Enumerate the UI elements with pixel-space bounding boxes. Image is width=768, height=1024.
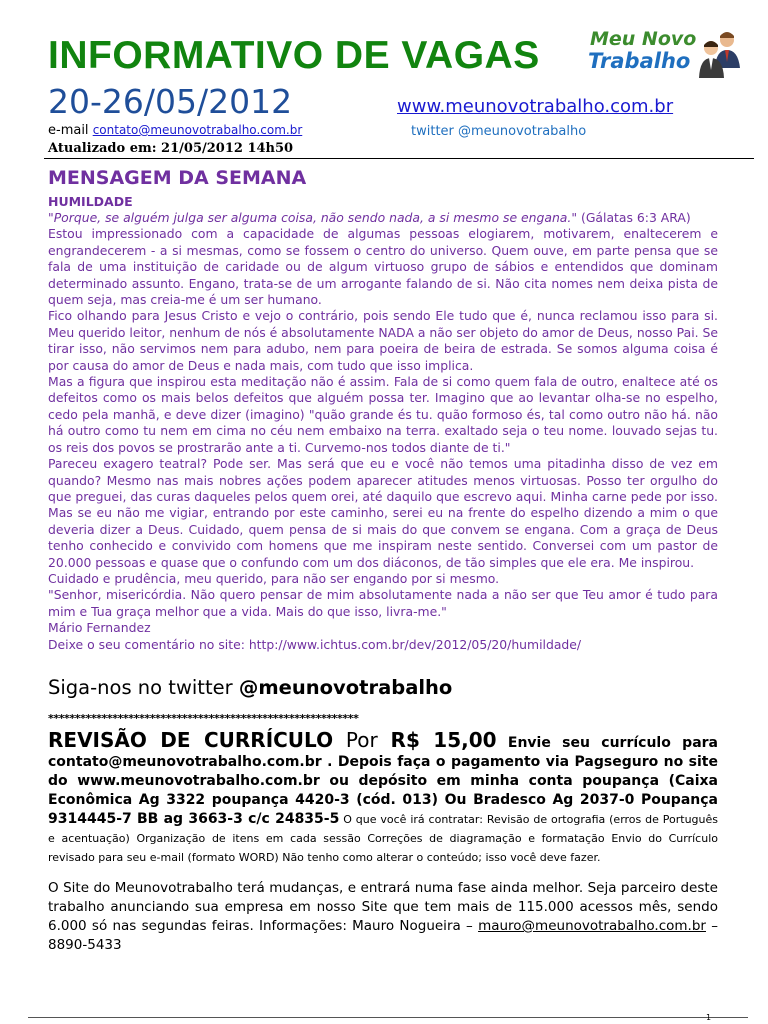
offer-por: Por — [333, 728, 391, 752]
website-link[interactable]: www.meunovotrabalho.com.br — [397, 96, 674, 117]
message-paragraph: "Senhor, misericórdia. Não quero pensar de mim absolutamente nada a não ser que Teu amor é tudo para mim e Tua graça melhor que a vida. Mais do que isso, livra-me." — [48, 587, 718, 619]
offer-instructions: Envie seu currículo para contato@meunovotrabalho.com.br . Depois faça o pagamento via Pagseguro no site do www.meunovotrabalho.com.br ou depósito em minha conta poupança (Caixa Econômica Ag 3322 poupança 4420-3 (cód. 013) Ou Bradesco Ag 2037-0 Poupança 9314445-7 BB ag 3663-3 c/c 24835-5 — [48, 735, 718, 827]
message-heading: MENSAGEM DA SEMANA — [48, 167, 307, 189]
star-separator: ********************************************************** — [48, 712, 359, 725]
logo-text-top: Meu Novo — [590, 28, 697, 50]
message-paragraph: Estou impressionado com a capacidade de algumas pessoas elogiarem, motivarem, enaltecerem e engrandecerem - a si mesmas, como se fossem o centro do universo. Quem ouve, em parte pensa que se fala de uma instituição de caridade ou de algum virtuoso grupo de sábios e entendidos que dominam determinado assunto. Engano, trata-se de um arrogante falando de si. Não cita nomes nem deixa pista de quem seja, mas creia-me é um ser humano. — [48, 226, 718, 308]
date-range: 20-26/05/2012 — [48, 82, 293, 121]
site-logo — [578, 24, 746, 82]
follow-twitter — [48, 676, 452, 699]
follow-handle[interactable]: @meunovotrabalho — [238, 676, 453, 699]
footer-divider — [28, 1017, 748, 1018]
offer-title: REVISÃO DE CURRÍCULO — [48, 728, 334, 752]
comment-link[interactable]: Deixe o seu comentário no site: http://www.ichtus.com.br/dev/2012/05/20/humildade/ — [48, 636, 582, 652]
updated-timestamp: Atualizado em: 21/05/2012 14h50 — [48, 141, 294, 156]
message-paragraph: Cuidado e prudência, meu querido, para não ser engando por si mesmo. — [48, 570, 500, 586]
quote-reference: (Gálatas 6:3 ARA) — [577, 210, 691, 225]
resume-review-offer — [48, 728, 719, 867]
email-label: e-mail — [48, 123, 89, 138]
message-paragraph: Pareceu exagero teatral? Pode ser. Mas será que eu e você não temos uma pitadinha disso de vez em quando? Mesmo nas mais nobres ações podem aparecer atitudes menos virtuosas. Posso ter orgulho do que preguei, das curas daqueles pelos quem orei, até daquilo que escrevo aqui. Minha carne pede por isso. Mas se eu não me vigiar, entrando por este caminho, serei eu na frente do espelho dizendo a mim o que deveria dizer a Deus. Cuidado, quem pensa de si mais do que convem se engana. Com a graça de Deus tenho conhecido e convivido com homens que me inspiram neste sentido. Conversei com um pastor de 20.000 pessoas e quase que o confundo com um dos diáconos, de tão simples que ele era. Me inspirou. — [48, 456, 718, 570]
site-announcement — [48, 879, 718, 955]
quote-text: "Porque, se alguém julga ser alguma coisa, não sendo nada, a si mesmo se engana." — [48, 210, 578, 225]
announcement-text: O Site do Meunovotrabalho terá mudanças, e entrará numa fase ainda melhor. Seja parceiro deste trabalho anunciando sua empresa em nosso Site que tem mais de 115.000 acessos mês, sendo 6.000 só nas segundas feiras. Informações: Mauro Nogueira – — [48, 880, 718, 934]
message-paragraph: Mas a figura que inspirou esta meditação não é assim. Fala de si como quem fala de outro, enaltece até os defeitos como os mais belos defeitos que alguém possa ter. Imagino que ao levantar olha-se no espelho, cedo pela manhã, e deve dizer (imagino) "quão grande és tu. quão formoso és, tal como outro não há. não há outro como tu nem em cima no céu nem embaixo na terra. exaltado seja o teu nome. louvado sejas tu. os reis dos povos se prostrarão ante a ti. Curvemo-nos todos diante de ti." — [48, 374, 718, 455]
message-body — [48, 210, 718, 653]
message-subheading: HUMILDADE — [48, 194, 133, 209]
message-paragraph: Fico olhando para Jesus Cristo e vejo o contrário, pois sendo Ele tudo que é, nunca reclamou isso para si. Meu querido leitor, nenhum de nós é absolutamente NADA a não ser objeto do amor de Deus, nosso Pai. Se tirar isso, não servimos nem para adubo, nem para poeira de beira de estrada. Se somos alguma coisa é por causa do amor de Deus e nada mais, com tudo que isso implica. — [48, 308, 718, 373]
offer-note: Não tenho como alterar o conteúdo; isso você deve fazer. — [278, 851, 601, 864]
header-divider — [44, 158, 754, 159]
contact-phone: – 8890-5433 — [48, 918, 718, 953]
mauro-email-link[interactable]: mauro@meunovotrabalho.com.br — [478, 918, 706, 934]
offer-details: O que você irá contratar: Revisão de ortografia (erros de Português e acentuação) Organização de itens em cada sessão Correções de diagramação e formatação Envio do Currículo revisado para seu e-mail (formato WORD) — [48, 813, 719, 864]
newsletter-title: INFORMATIVO DE VAGAS — [48, 34, 540, 77]
message-author: Mário Fernandez — [48, 620, 151, 636]
logo-text-bottom: Trabalho — [588, 49, 691, 73]
email-row — [48, 123, 302, 138]
business-people-icon — [696, 28, 744, 80]
twitter-handle: twitter @meunovotrabalho — [411, 124, 587, 139]
contact-email-link[interactable]: contato@meunovotrabalho.com.br — [92, 123, 303, 137]
page-number: 1 — [706, 1013, 712, 1022]
bible-quote — [48, 210, 718, 226]
follow-text: Siga-nos no twitter — [48, 676, 233, 699]
offer-price: R$ 15,00 — [390, 728, 497, 752]
